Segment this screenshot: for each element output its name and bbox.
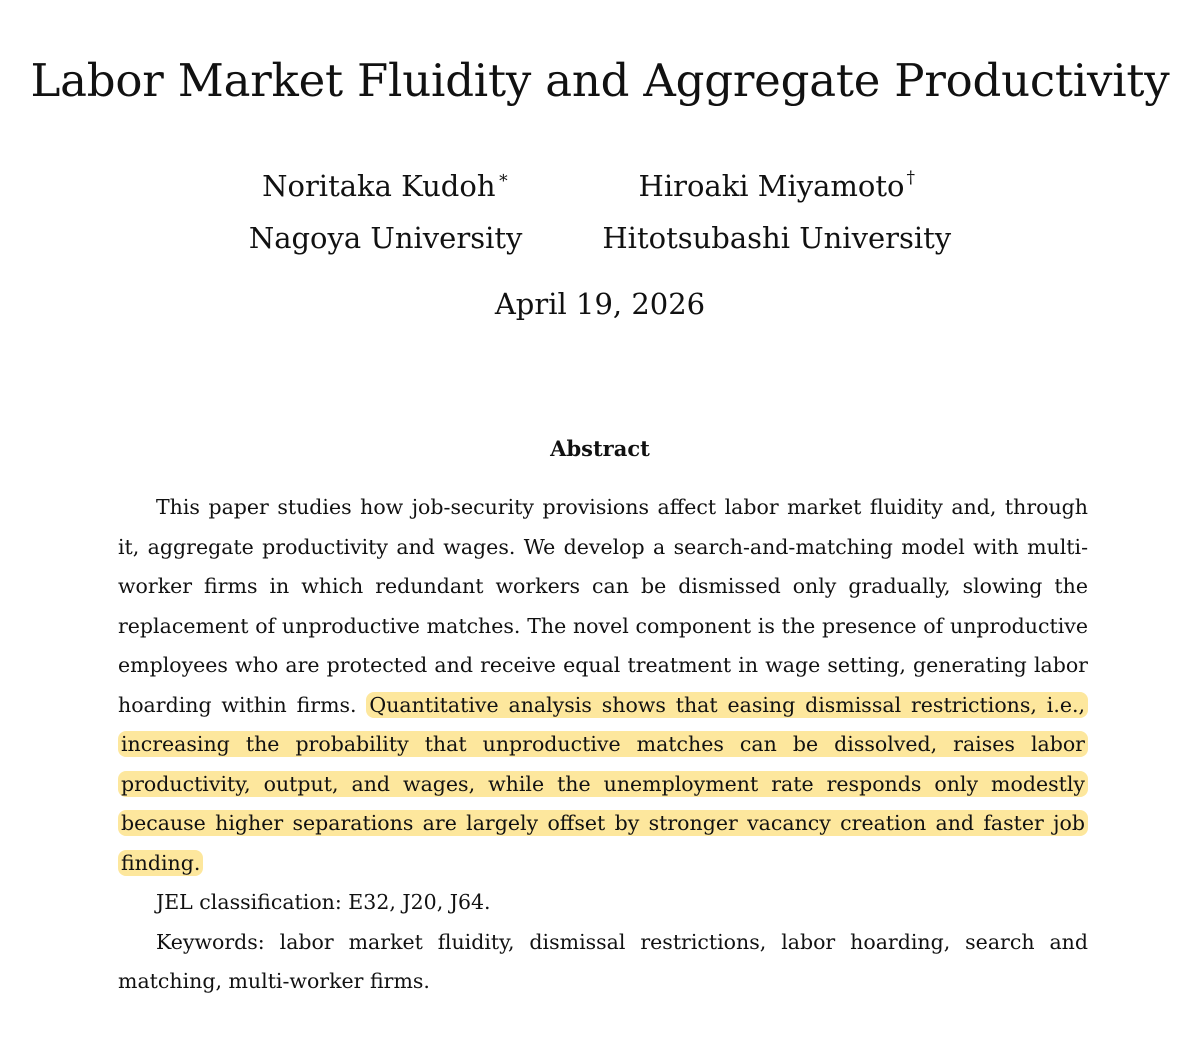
- abstract-highlight[interactable]: Quantitative analysis shows that easing dismissal restrictions, i.e., increasing the probability that unproductive matches can be dissolved, raises labor productivity, output, and wages, while the unemployment rate responds only modestly because higher separations are largely offset by stronger vacancy creation and faster job finding.: [118, 692, 1088, 876]
- paper-title: Labor Market Fluidity and Aggregate Productivity: [30, 54, 1170, 107]
- author-2-line: [602, 160, 951, 212]
- abstract-heading: Abstract: [550, 436, 650, 461]
- abstract-body: [118, 488, 1088, 1002]
- author-2-name: Hiroaki Miyamoto: [638, 169, 905, 203]
- author-1-footnote-mark[interactable]: ∗: [497, 168, 510, 188]
- author-1-name: Noritaka Kudoh: [262, 169, 496, 203]
- author-2-footnote-mark[interactable]: †: [906, 168, 916, 188]
- author-2-affiliation: Hitotsubashi University: [602, 221, 952, 255]
- abstract-text: This paper studies how job-security provisions affect labor market fluidity and, through it, aggregate productivity and wages. We develop a search-and-matching model with multi-worker firms in which redundant workers can be dismissed only gradually, slowing the replacement of unproductive matches. The novel component is the presence of unproductive employees who are protected and receive equal treatment in wage setting, generating labor hoarding within firms.: [118, 495, 1088, 717]
- abstract-paragraph: [118, 488, 1088, 883]
- keywords: Keywords: labor market fluidity, dismissal restrictions, labor hoarding, search and matching, multi-worker firms.: [118, 929, 1088, 993]
- author-1-affiliation: Nagoya University: [248, 221, 523, 255]
- author-2: [602, 160, 951, 264]
- author-1: [249, 160, 523, 264]
- jel-classification: JEL classification: E32, J20, J64.: [156, 890, 491, 914]
- author-block: [0, 160, 1200, 264]
- paper-date: April 19, 2026: [494, 287, 706, 321]
- author-1-line: [249, 160, 523, 212]
